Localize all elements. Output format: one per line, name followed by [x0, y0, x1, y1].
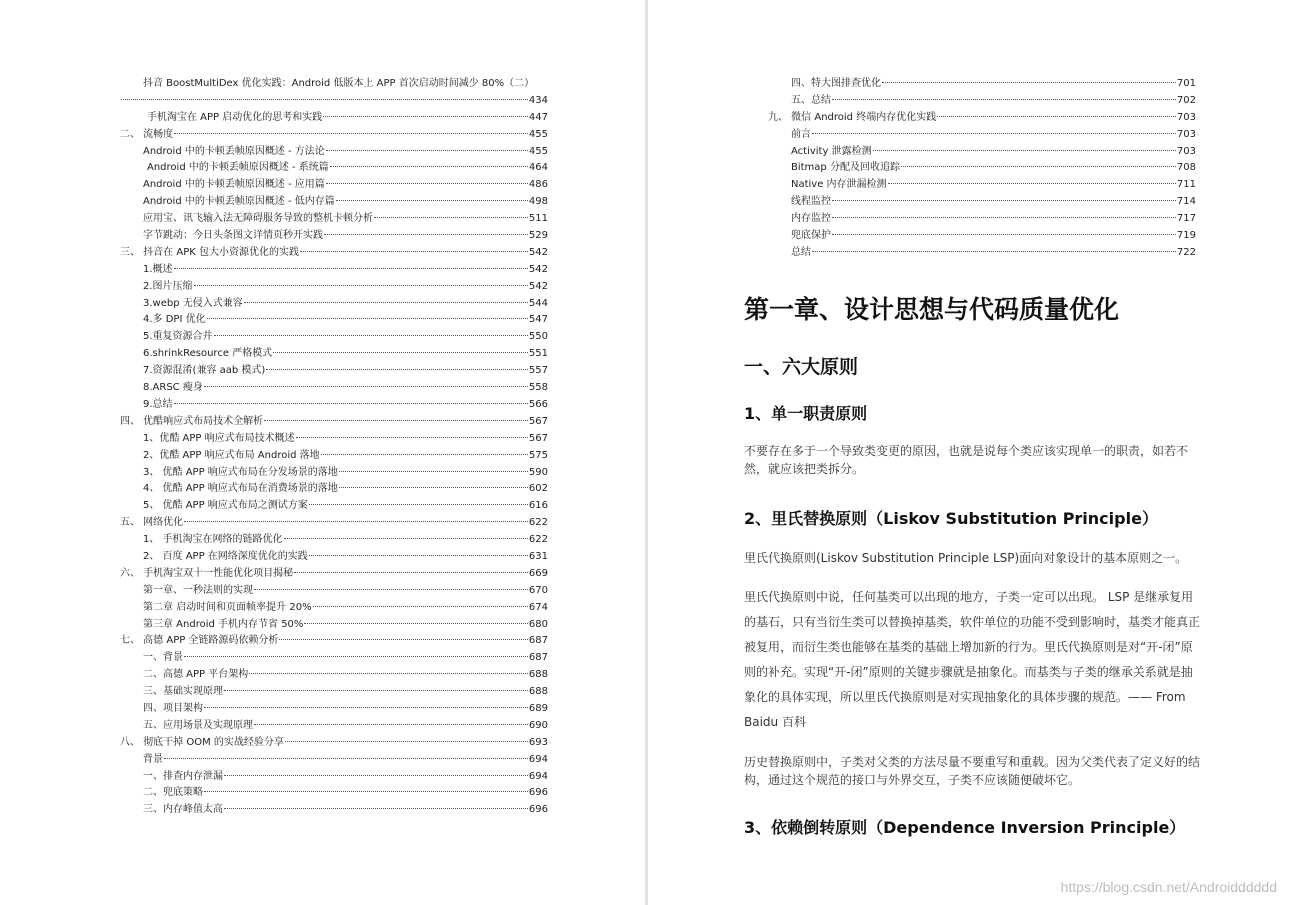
toc-leader-dots — [326, 150, 528, 151]
toc-entry-title: 八、 彻底干掉 OOM 的实战经验分享 — [120, 736, 284, 748]
toc-leader-dots — [888, 183, 1176, 184]
toc-entry-title: 1.概述 — [143, 263, 173, 275]
toc-entry[interactable] — [120, 667, 548, 684]
toc-entry[interactable] — [768, 228, 1196, 245]
paragraph-liskov-body: 里氏代换原则中说，任何基类可以出现的地方，子类一定可以出现。 LSP 是继承复用的基石，只有当衍生类可以替换掉基类，软件单位的功能不受到影响时，基类才能真正被复用，而衍生类也能够在基类的基础上增加新的行为。里氏代换原则是对“开-闭”原则的补充。实现“开-闭”原则的关键步骤就是抽象化。而基类与子类的继承关系就是抽象化的具体实现，所以里氏代换原则是对实现抽象化的具体步骤的规范。—— From Baidu 百科 — [744, 590, 1201, 729]
toc-entry-page: 567 — [528, 415, 548, 427]
toc-leader-dots — [194, 285, 528, 286]
toc-entry[interactable] — [120, 127, 548, 144]
toc-entry-page: 702 — [1176, 94, 1196, 106]
toc-entry-title: 二、兜底策略 — [143, 787, 203, 799]
toc-leader-dots — [214, 335, 528, 336]
heading-liskov: 2、里氏替换原则（Liskov Substitution Principle） — [744, 509, 1158, 528]
right-page — [648, 0, 1291, 905]
toc-entry[interactable] — [120, 93, 548, 110]
toc-entry[interactable] — [120, 177, 548, 194]
toc-leader-dots — [294, 572, 528, 573]
toc-entry-page: 566 — [528, 398, 548, 410]
toc-entry-title: Bitmap 分配及回收追踪 — [791, 162, 900, 174]
toc-entry-title: 兜底保护 — [791, 230, 831, 242]
toc-entry-title: 三、基础实现原理 — [143, 686, 223, 698]
toc-entry-title: 第一章、一秒法则的实现 — [143, 584, 253, 596]
toc-entry[interactable] — [120, 735, 548, 752]
toc-entry[interactable] — [120, 194, 548, 211]
toc-entry-page: 529 — [528, 230, 548, 242]
toc-entry-page: 616 — [528, 500, 548, 512]
toc-entry[interactable] — [768, 127, 1196, 144]
toc-leader-dots — [174, 268, 528, 269]
toc-entry-title: 四、项目架构 — [143, 702, 203, 714]
toc-entry-title: 五、应用场景及实现原理 — [143, 719, 253, 731]
toc-entry-title: 第二章 启动时间和页面帧率提升 20% — [143, 601, 312, 613]
toc-entry-page: 575 — [528, 449, 548, 461]
toc-entry-title: 三、内存峰值太高 — [143, 804, 223, 816]
toc-entry-title: 4.多 DPI 优化 — [143, 314, 206, 326]
toc-entry-page: 687 — [528, 635, 548, 647]
toc-entry-title: 总结 — [791, 246, 811, 258]
toc-entry-title: 一、排查内存泄漏 — [143, 770, 223, 782]
toc-entry-title: 线程监控 — [791, 196, 831, 208]
toc-entry-title: 六、 手机淘宝双十一性能优化项目揭秘 — [120, 567, 294, 579]
toc-leader-dots — [300, 251, 528, 252]
toc-entry-title: 8.ARSC 瘦身 — [143, 382, 203, 394]
toc-entry-title: 6.shrinkResource 严格模式 — [143, 348, 273, 360]
toc-entry-page: 542 — [528, 280, 548, 292]
toc-entry-page: 703 — [1176, 145, 1196, 157]
toc-leader-dots — [304, 623, 527, 624]
toc-entry-title: 五、总结 — [791, 94, 831, 106]
toc-entry-page: 602 — [528, 483, 548, 495]
toc-entry-page: 550 — [528, 331, 548, 343]
toc-entry[interactable] — [768, 245, 1196, 262]
toc-entry[interactable] — [120, 532, 548, 549]
toc-entry-title: 2、优酷 APP 响应式布局 Android 落地 — [143, 449, 320, 461]
toc-leader-dots — [244, 302, 528, 303]
toc-entry[interactable] — [120, 312, 548, 329]
table-of-contents-continued — [768, 76, 1196, 262]
toc-entry-title: 七、 高德 APP 全链路源码依赖分析 — [120, 635, 279, 647]
toc-entry-title: 内存监控 — [791, 213, 831, 225]
toc-entry[interactable] — [120, 718, 548, 735]
toc-leader-dots — [184, 656, 528, 657]
table-of-contents — [120, 76, 548, 819]
toc-entry[interactable] — [120, 566, 548, 583]
toc-entry-page: 622 — [528, 534, 548, 546]
toc-entry-title: 字节跳动：今日头条图文详情页秒开实践 — [143, 230, 323, 242]
toc-entry[interactable] — [120, 279, 548, 296]
toc-entry-title: Native 内存泄漏检测 — [791, 179, 887, 191]
toc-entry[interactable] — [120, 110, 548, 127]
watermark: https://blog.csdn.net/Androidddddd — [1060, 879, 1277, 895]
toc-leader-dots — [323, 116, 528, 117]
toc-leader-dots — [254, 589, 528, 590]
toc-entry[interactable] — [120, 296, 548, 313]
toc-entry-page: 689 — [528, 702, 548, 714]
toc-entry-title: 2.图片压缩 — [143, 280, 193, 292]
toc-entry-page: 567 — [528, 432, 548, 444]
toc-entry-page: 622 — [528, 517, 548, 529]
toc-entry-title: 9.总结 — [143, 398, 173, 410]
toc-entry[interactable] — [120, 346, 548, 363]
paragraph-liskov-intro: 里氏代换原则(Liskov Substitution Principle LSP)面向对象设计的基本原则之一。 — [744, 551, 1188, 565]
toc-entry-page: 722 — [1176, 246, 1196, 258]
toc-entry-page: 551 — [528, 348, 548, 360]
toc-entry[interactable] — [120, 617, 548, 634]
chapter-content — [744, 290, 1204, 856]
toc-leader-dots — [901, 166, 1176, 167]
toc-entry[interactable] — [768, 177, 1196, 194]
toc-entry-page: 717 — [1176, 213, 1196, 225]
toc-entry[interactable] — [120, 465, 548, 482]
toc-entry-title: 二、 流畅度 — [120, 128, 174, 140]
toc-entry-page: 455 — [528, 145, 548, 157]
toc-entry-title: 前言 — [791, 128, 811, 140]
toc-entry-page: 690 — [528, 719, 548, 731]
toc-entry-page: 693 — [528, 736, 548, 748]
toc-entry-page: 498 — [528, 196, 548, 208]
toc-entry[interactable] — [120, 228, 548, 245]
toc-leader-dots — [321, 454, 528, 455]
toc-entry[interactable] — [120, 701, 548, 718]
toc-entry-page: 434 — [528, 94, 548, 106]
toc-leader-dots — [121, 99, 528, 100]
toc-leader-dots — [285, 741, 528, 742]
toc-entry-page: 696 — [528, 787, 548, 799]
toc-entry-title: 抖音 BoostMultiDex 优化实践：Android 低版本上 APP 首次启动时间减少 80%（二） — [143, 78, 535, 89]
toc-leader-dots — [812, 133, 1176, 134]
toc-entry-title: 3.webp 无侵入式兼容 — [143, 297, 243, 309]
toc-leader-dots — [937, 116, 1176, 117]
toc-leader-dots — [326, 183, 528, 184]
toc-leader-dots — [339, 471, 528, 472]
toc-entry[interactable] — [120, 752, 548, 769]
toc-entry-title: 4、 优酷 APP 响应式布局在消费场景的落地 — [143, 483, 338, 495]
toc-leader-dots — [174, 133, 528, 134]
toc-entry-page: 680 — [528, 618, 548, 630]
toc-leader-dots — [336, 200, 528, 201]
toc-entry[interactable] — [120, 76, 548, 93]
toc-entry-title: Activity 泄露检测 — [791, 145, 872, 157]
toc-entry[interactable] — [120, 144, 548, 161]
toc-entry-title: 2、 百度 APP 在网络深度优化的实践 — [143, 550, 308, 562]
toc-entry[interactable] — [120, 549, 548, 566]
toc-entry-page: 557 — [528, 365, 548, 377]
toc-entry-page: 719 — [1176, 230, 1196, 242]
toc-leader-dots — [296, 437, 528, 438]
toc-entry[interactable] — [120, 329, 548, 346]
toc-entry[interactable] — [768, 93, 1196, 110]
toc-leader-dots — [339, 487, 528, 488]
toc-leader-dots — [174, 403, 528, 404]
toc-leader-dots — [224, 690, 528, 691]
toc-leader-dots — [207, 318, 528, 319]
toc-entry-page: 455 — [528, 128, 548, 140]
toc-entry-page: 447 — [528, 111, 548, 123]
toc-entry-page: 714 — [1176, 196, 1196, 208]
toc-leader-dots — [374, 217, 528, 218]
toc-entry-title: 九、 微信 Android 终端内存优化实践 — [768, 111, 937, 123]
toc-entry-page: 708 — [1176, 162, 1196, 174]
toc-entry-title: 5.重复资源合并 — [143, 331, 213, 343]
toc-entry-page: 669 — [528, 567, 548, 579]
toc-entry-title: Android 中的卡顿丢帧原因概述 - 方法论 — [143, 145, 325, 157]
toc-entry[interactable] — [120, 431, 548, 448]
toc-entry[interactable] — [120, 481, 548, 498]
section-title: 一、六大原则 — [744, 356, 859, 378]
toc-entry[interactable] — [120, 633, 548, 650]
toc-leader-dots — [184, 521, 528, 522]
toc-entry-page: 703 — [1176, 128, 1196, 140]
toc-entry-page: 464 — [528, 162, 548, 174]
toc-entry[interactable] — [120, 769, 548, 786]
toc-entry-title: 1、优酷 APP 响应式布局技术概述 — [143, 432, 295, 444]
toc-entry[interactable] — [768, 76, 1196, 93]
toc-entry[interactable] — [768, 144, 1196, 161]
toc-leader-dots — [832, 217, 1176, 218]
toc-entry-title: Android 中的卡顿丢帧原因概述 - 系统篇 — [147, 162, 329, 174]
toc-leader-dots — [832, 99, 1176, 100]
toc-entry-page: 542 — [528, 246, 548, 258]
toc-entry[interactable] — [768, 211, 1196, 228]
toc-entry-page: 542 — [528, 263, 548, 275]
toc-leader-dots — [309, 555, 528, 556]
toc-leader-dots — [873, 150, 1176, 151]
toc-entry-title: 四、 优酷响应式布局技术全解析 — [120, 415, 264, 427]
toc-leader-dots — [164, 758, 528, 759]
toc-leader-dots — [264, 420, 528, 421]
toc-entry-title: Android 中的卡顿丢帧原因概述 - 应用篇 — [143, 179, 325, 191]
paragraph-liskov-history: 历史替换原则中，子类对父类的方法尽量不要重写和重载。因为父类代表了定义好的结构，通过这个规范的接口与外界交互，子类不应该随便破坏它。 — [744, 755, 1201, 787]
toc-entry[interactable] — [120, 211, 548, 228]
toc-leader-dots — [279, 639, 527, 640]
toc-leader-dots — [224, 775, 528, 776]
toc-entry-page: 696 — [528, 804, 548, 816]
toc-leader-dots — [812, 251, 1176, 252]
toc-leader-dots — [249, 673, 528, 674]
toc-entry-page: 486 — [528, 179, 548, 191]
toc-leader-dots — [254, 724, 528, 725]
toc-entry[interactable] — [768, 194, 1196, 211]
toc-entry[interactable] — [120, 245, 548, 262]
toc-entry[interactable] — [768, 160, 1196, 177]
toc-leader-dots — [832, 200, 1176, 201]
toc-entry-page: 694 — [528, 770, 548, 782]
left-page — [0, 0, 645, 905]
toc-entry-page: 511 — [528, 213, 548, 225]
toc-entry[interactable] — [120, 785, 548, 802]
toc-entry-title: 应用宝、讯飞输入法无障碍服务导致的整机卡顿分析 — [143, 213, 373, 225]
toc-entry[interactable] — [120, 414, 548, 431]
toc-leader-dots — [204, 707, 528, 708]
toc-entry-page: 558 — [528, 382, 548, 394]
toc-entry-title: 二、高德 APP 平台架构 — [143, 669, 249, 681]
toc-entry-page: 703 — [1176, 111, 1196, 123]
toc-entry[interactable] — [120, 448, 548, 465]
toc-entry[interactable] — [120, 262, 548, 279]
toc-entry[interactable] — [120, 600, 548, 617]
toc-entry-title: Android 中的卡顿丢帧原因概述 - 低内存篇 — [143, 196, 335, 208]
toc-entry-page: 688 — [528, 686, 548, 698]
heading-dependence-inversion: 3、依赖倒转原则（Dependence Inversion Principle） — [744, 818, 1186, 837]
toc-entry[interactable] — [768, 110, 1196, 127]
toc-entry-title: 第三章 Android 手机内存节省 50% — [143, 618, 304, 630]
toc-entry-page: 547 — [528, 314, 548, 326]
toc-entry-title: 7.资源混淆(兼容 aab 模式) — [143, 365, 266, 377]
toc-entry[interactable] — [120, 802, 548, 819]
toc-entry-title: 一、背景 — [143, 652, 183, 664]
toc-entry[interactable] — [120, 515, 548, 532]
toc-entry-page: 687 — [528, 652, 548, 664]
toc-leader-dots — [284, 538, 528, 539]
toc-entry[interactable] — [120, 684, 548, 701]
toc-entry-title: 五、 网络优化 — [120, 517, 184, 529]
toc-leader-dots — [266, 369, 528, 370]
toc-entry-title: 背景 — [143, 753, 163, 765]
toc-leader-dots — [313, 606, 528, 607]
heading-single-responsibility: 1、单一职责原则 — [744, 404, 868, 423]
toc-entry-page: 590 — [528, 466, 548, 478]
toc-entry[interactable] — [120, 498, 548, 515]
chapter-title: 第一章、设计思想与代码质量优化 — [744, 295, 1120, 324]
toc-entry[interactable] — [120, 397, 548, 414]
toc-leader-dots — [309, 504, 528, 505]
paragraph-single-responsibility: 不要存在多于一个导致类变更的原因，也就是说每个类应该实现单一的职责，如若不然，就应该把类拆分。 — [744, 444, 1189, 476]
toc-entry-title: 三、 抖音在 APK 包大小资源优化的实践 — [120, 246, 299, 258]
toc-entry-page: 674 — [528, 601, 548, 613]
toc-entry-title: 四、特大图排查优化 — [791, 78, 881, 89]
toc-entry-page: 688 — [528, 669, 548, 681]
toc-leader-dots — [832, 234, 1176, 235]
toc-entry[interactable] — [120, 380, 548, 397]
toc-leader-dots — [273, 352, 528, 353]
toc-entry-title: 5、 优酷 APP 响应式布局之测试方案 — [143, 500, 308, 512]
toc-entry-title: 1、 手机淘宝在网络的链路优化 — [143, 534, 283, 546]
toc-entry-page: 694 — [528, 753, 548, 765]
toc-entry[interactable] — [120, 363, 548, 380]
toc-entry-title: 3、 优酷 APP 响应式布局在分发场景的落地 — [143, 466, 338, 478]
toc-entry-page: 544 — [528, 297, 548, 309]
toc-leader-dots — [204, 791, 528, 792]
toc-entry[interactable] — [120, 583, 548, 600]
toc-leader-dots — [324, 234, 528, 235]
toc-leader-dots — [224, 808, 528, 809]
toc-entry-title: 手机淘宝在 APP 启动优化的思考和实践 — [147, 111, 323, 123]
toc-entry-page: 631 — [528, 550, 548, 562]
toc-entry[interactable] — [120, 650, 548, 667]
toc-leader-dots — [330, 166, 528, 167]
toc-leader-dots — [204, 386, 528, 387]
toc-entry[interactable] — [120, 160, 548, 177]
toc-entry-page: 711 — [1176, 179, 1196, 191]
toc-entry-page: 701 — [1176, 78, 1196, 89]
toc-leader-dots — [882, 82, 1176, 83]
toc-entry-page: 670 — [528, 584, 548, 596]
